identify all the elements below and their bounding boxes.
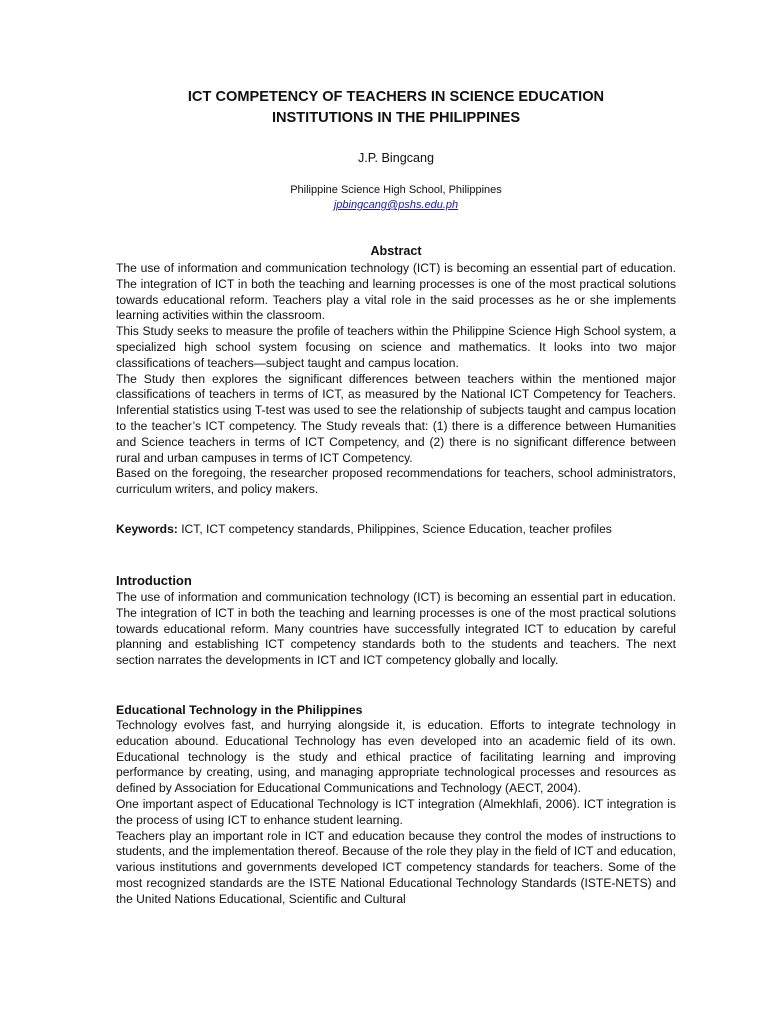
introduction-paragraph: The use of information and communication technology (ICT) is becoming an essential part in education. The integration of ICT in both the teaching and learning processes is one of the most practical solutions towards educational reform. Many countries have successfully integrated ICT to education by careful planning and establishing ICT competency standards both to the students and teachers. The next section narrates the developments in ICT and ICT competency globally and locally. — [116, 590, 676, 668]
author-affiliation: Philippine Science High School, Philippines — [290, 184, 502, 196]
edtech-paragraph: One important aspect of Educational Technology is ICT integration (Almekhlafi, 2006). ICT integration is the process of using ICT to enhance student learning. — [116, 796, 676, 827]
abstract-paragraph: Based on the foregoing, the researcher proposed recommendations for teachers, school administrators, curriculum writers, and policy makers. — [116, 466, 676, 497]
author-name: J.P. Bingcang — [357, 151, 435, 165]
abstract-body — [116, 261, 676, 498]
paper-title — [116, 87, 676, 129]
edtech-body — [116, 718, 676, 908]
author-email-link[interactable]: jpbingcang@pshs.edu.ph — [333, 199, 459, 211]
introduction-body — [116, 590, 676, 669]
abstract-heading: Abstract — [370, 244, 422, 258]
keywords-text: ICT, ICT competency standards, Philippines, Science Education, teacher profiles — [177, 522, 612, 536]
edtech-paragraph: Technology evolves fast, and hurrying alongside it, is education. Efforts to integrate technology in education abound. Educational Technology has even developed into an academic field of its own. Educational technology is the study and ethical practice of facilitating learning and improving performance by creating, using, and managing appropriate technological processes and resources as defined by Association for Educational Communications and Technology (AECT, 2004). — [116, 718, 676, 796]
paper-title-line: ICT COMPETENCY OF TEACHERS IN SCIENCE EDUCATION — [187, 89, 605, 105]
introduction-heading: Introduction — [116, 573, 192, 588]
edtech-paragraph: Teachers play an important role in ICT and education because they control the modes of instructions to students, and the implementation thereof. Because of the role they play in the field of ICT and education, various institutions and governments developed ICT competency standards for teachers. Some of the most recognized standards are the ISTE National Educational Technology Standards (ISTE-NETS) and the United Nations Educational, Scientific and Cultural — [116, 828, 676, 906]
abstract-paragraph: The use of information and communication technology (ICT) is becoming an essential part of education. The integration of ICT in both the teaching and learning processes is one of the most practical solutions towards educational reform. Teachers play a vital role in the said processes as he or she implements learning activities within the classroom. — [116, 261, 676, 323]
keywords-label: Keywords: — [116, 522, 178, 536]
edtech-heading: Educational Technology in the Philippines — [116, 703, 363, 717]
keywords-line — [116, 521, 676, 537]
author-email — [116, 198, 676, 213]
abstract-paragraph: This Study seeks to measure the profile of teachers within the Philippine Science High School system, a specialized high school system focusing on science and mathematics. It looks into two major classifications of teachers—subject taught and campus location. — [116, 324, 676, 370]
paper-title-line: INSTITUTIONS IN THE PHILIPPINES — [271, 110, 521, 126]
abstract-paragraph: The Study then explores the significant differences between teachers within the mentioned major classifications of teachers in terms of ICT, as measured by the National ICT Competency for Teachers. Inferential statistics using T-test was used to see the relationship of subjects taught and campus location to the teacher’s ICT competency. The Study reveals that: (1) there is a difference between Humanities and Science teachers in terms of ICT Competency, and (2) there is no significant difference between rural and urban campuses in terms of ICT Competency. — [116, 371, 676, 465]
